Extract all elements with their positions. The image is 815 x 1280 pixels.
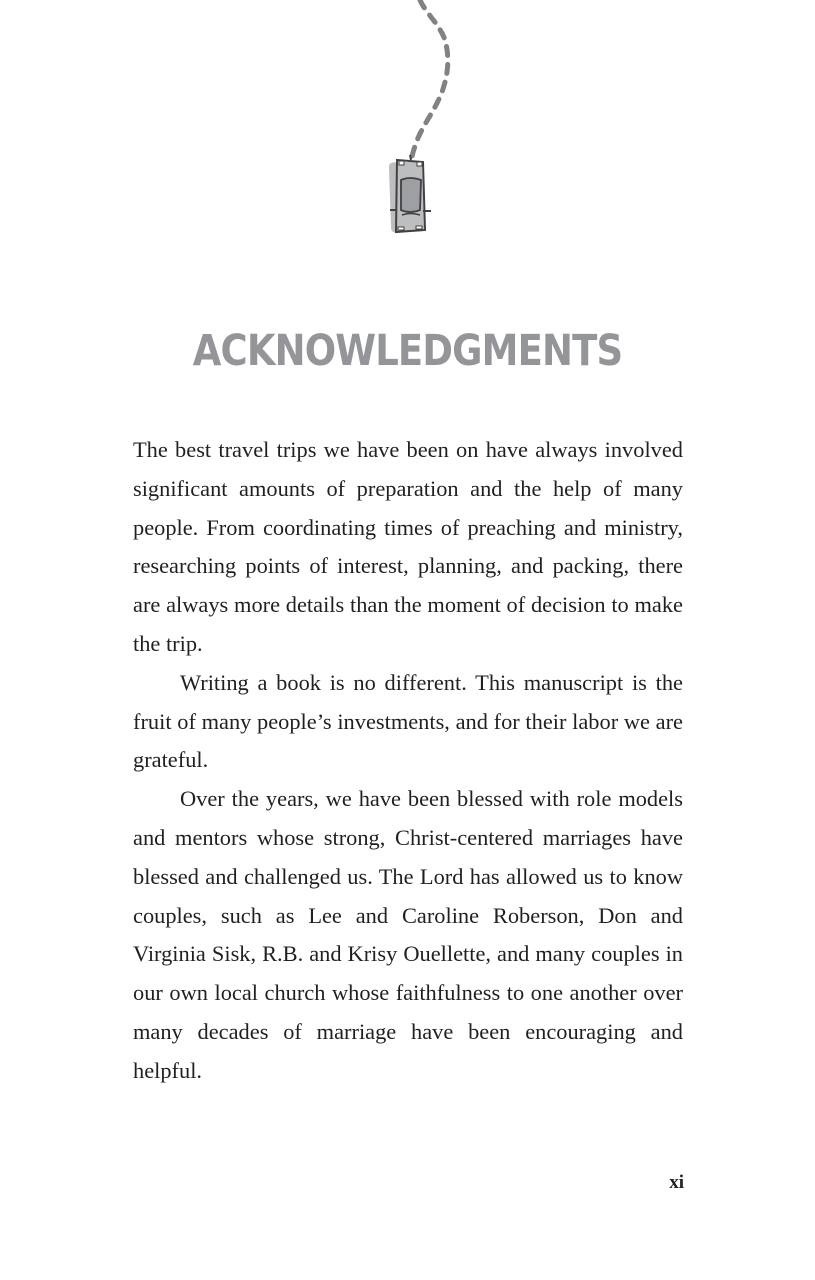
body-text [133,431,683,1091]
page-number: xi [669,1172,684,1193]
dashed-road-icon [411,0,448,162]
car-icon [389,155,431,233]
car-road-illustration [370,0,470,250]
chapter-title: ACKNOWLEDGMENTS [192,325,623,376]
paragraph: Over the years, we have been blessed with role models and mentors whose strong, Christ-centered marriages have blessed and challenged us. The Lord has allowed us to know couples, such as Lee and Caroline Roberson, Don and Virginia Sisk, R.B. and Krisy Ouellette, and many couples in our own local church whose faithfulness to one another over many decades of marriage have been encouraging and helpful. [133,786,683,1083]
paragraph: Writing a book is no different. This manuscript is the fruit of many people’s investments, and for their labor we are grateful. [133,669,683,773]
paragraph: The best travel trips we have been on have always involved significant amounts of preparation and the help of many people. From coordinating times of preaching and ministry, researching points of interest, planning, and packing, there are always more details than the moment of decision to make the trip. [133,437,683,656]
